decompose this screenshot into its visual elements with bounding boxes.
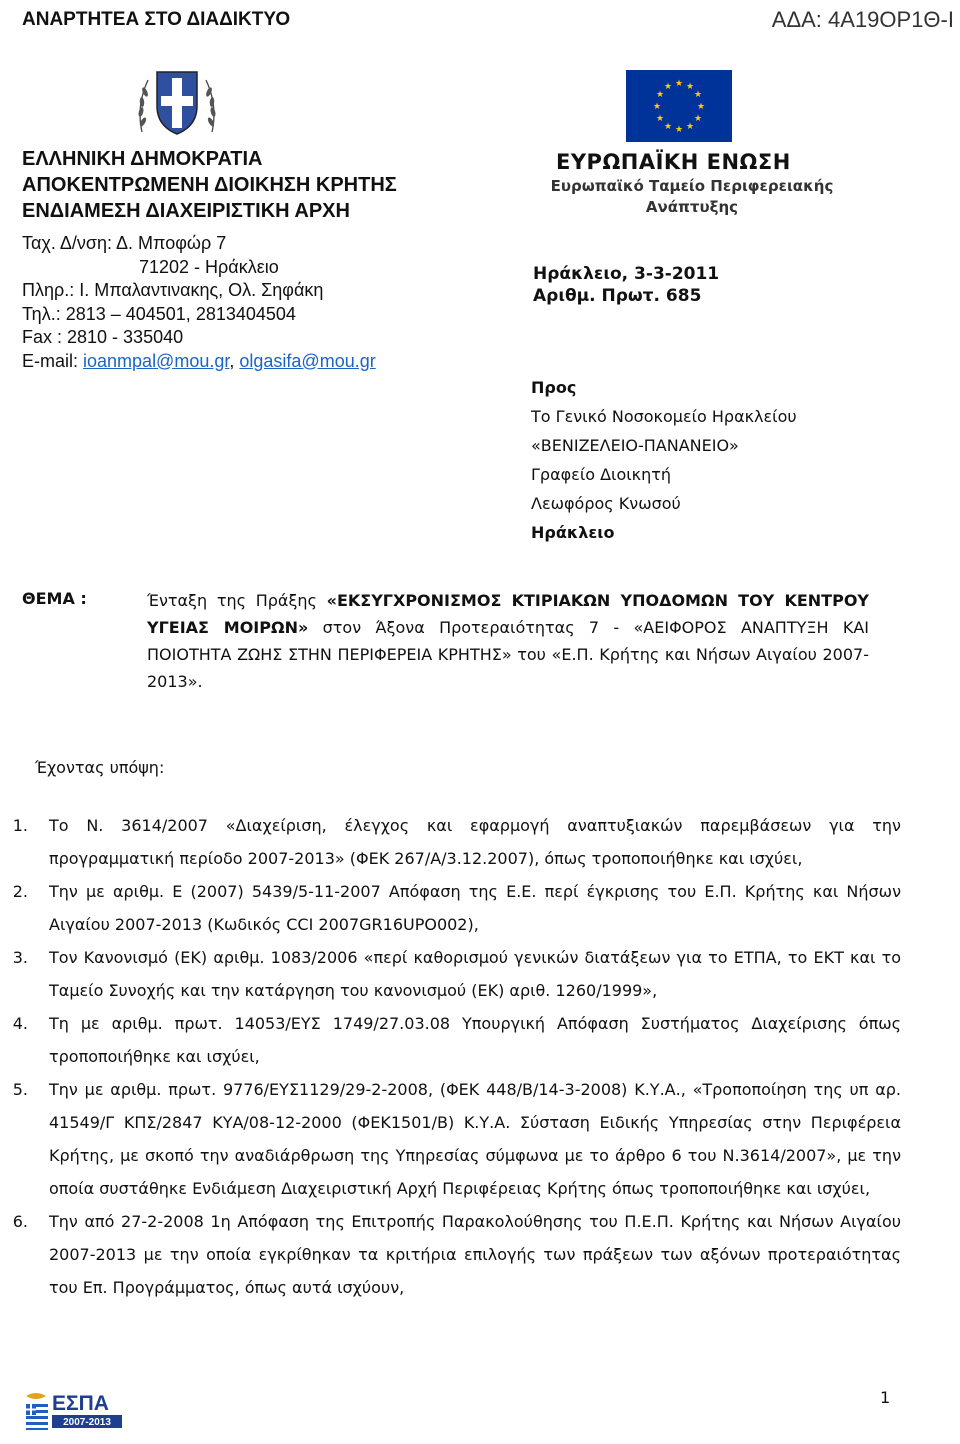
sender-authority: ΕΝΔΙΑΜΕΣΗ ΔΙΑΧΕΙΡΙΣΤΙΚΗ ΑΡΧΗ xyxy=(22,200,350,222)
sender-email xyxy=(22,350,492,374)
item-number: 3. xyxy=(12,948,28,967)
recipient-line-1: Το Γενικό Νοσοκομείο Ηρακλείου xyxy=(531,407,797,426)
svg-text:★: ★ xyxy=(685,122,695,132)
date-block xyxy=(533,263,719,307)
item-number: 2. xyxy=(12,882,28,901)
recipient-line-4: Λεωφόρος Κνωσού xyxy=(531,494,681,513)
item-number: 4. xyxy=(12,1014,28,1033)
subject-project-title: «ΕΚΣΥΓΧΡΟΝΙΣΜΟΣ ΚΤΙΡΙΑΚΩΝ ΥΠΟΔΟΜΩΝ ΤΟΥ ΚΕΝΤΡΟΥ ΥΓΕΙΑΣ ΜΟΙΡΩΝ» xyxy=(147,591,869,637)
subject-text xyxy=(147,587,869,695)
item-text: Την από 27-2-2008 1η Απόφαση της Επιτροπής Παρακολούθησης του Π.Ε.Π. Κρήτης και Νήσων Αιγαίου 2007-2013 με την οποία εγκρίθηκαν τα κριτήρια επιλογής των πράξεων των αξόνων προτεραιότητας του Επ. Προγράμματος, όπως αυτά ισχύουν, xyxy=(49,1212,901,1297)
list-item xyxy=(0,1205,960,1304)
document-date: Ηράκλειο, 3-3-2011 xyxy=(533,264,720,284)
svg-text:★: ★ xyxy=(655,114,665,124)
list-item xyxy=(0,941,960,1007)
recipient-city: Ηράκλειο xyxy=(531,523,615,542)
item-text: Τη με αριθμ. πρωτ. 14053/ΕΥΣ 1749/27.03.08 Υπουργική Απόφαση Συστήματος Διαχείρισης όπως τροποποιήθηκε και ισχύει, xyxy=(49,1014,901,1066)
greek-emblem-icon xyxy=(132,66,222,140)
subject-post: στον Άξονα Προτεραιότητας 7 - «ΑΕΙΦΟΡΟΣ ΑΝΑΠΤΥΞΗ ΚΑΙ ΠΟΙΟΤΗΤΑ ΖΩΗΣ ΣΤΗΝ ΠΕΡΙΦΕΡΕΙΑ ΚΡΗΤΗΣ» του «Ε.Π. Κρήτης και Νήσων Αιγαίου 2007-2013». xyxy=(147,618,870,691)
item-number: 1. xyxy=(12,816,28,835)
list-item xyxy=(0,875,960,941)
eu-subtitle: Ευρωπαϊκό Ταμείο Περιφερειακής Ανάπτυξης xyxy=(550,177,834,216)
espa-logo-years: 2007-2013 xyxy=(63,1417,111,1428)
legal-basis-list xyxy=(0,809,960,1304)
considering-heading: Έχοντας υπόψη: xyxy=(35,758,165,777)
item-number: 5. xyxy=(12,1080,28,1099)
item-text: Τον Κανονισμό (ΕΚ) αριθμ. 1083/2006 «περί καθορισμού γενικών διατάξεων για το ΕΤΠΑ, το ΕΚΤ και το Ταμείο Συνοχής και την κατάργηση του κανονισμού (ΕΚ) αριθ. 1260/1999», xyxy=(49,948,901,1000)
page-number: 1 xyxy=(880,1388,891,1407)
espa-logo-swoosh xyxy=(26,1393,46,1399)
sender-block xyxy=(22,146,492,373)
subject-label: ΘΕΜΑ : xyxy=(22,589,87,608)
sender-contact: Πληρ.: Ι. Μπαλαντινακης, Ολ. Σηφάκη xyxy=(22,280,324,300)
email-link-1[interactable]: ioanmpal@mou.gr xyxy=(83,350,230,371)
svg-text:★: ★ xyxy=(674,125,684,135)
svg-text:★: ★ xyxy=(693,90,703,100)
espa-logo-text: ΕΣΠΑ xyxy=(52,1392,109,1415)
item-number: 6. xyxy=(12,1212,28,1231)
list-item xyxy=(0,809,960,875)
ada-code: ΑΔΑ: 4Α19ΟΡ1Θ-Ι xyxy=(771,7,954,32)
sender-state: ΕΛΛΗΝΙΚΗ ΔΗΜΟΚΡΑΤΙΑ xyxy=(22,148,263,170)
svg-text:★: ★ xyxy=(652,102,662,112)
sender-fax: Fax : 2810 - 335040 xyxy=(22,327,184,347)
list-item xyxy=(0,1073,960,1205)
public-posting-label: ΑΝΑΡΤΗΤΕΑ ΣΤΟ ΔΙΑΔΙΚΤΥΟ xyxy=(22,9,291,30)
subject-pre: Ένταξη της Πράξης xyxy=(147,591,327,610)
svg-text:★: ★ xyxy=(655,90,665,100)
eu-flag-icon xyxy=(626,70,732,142)
sender-phone: Τηλ.: 2813 – 404501, 2813404504 xyxy=(22,303,296,324)
email-link-2[interactable]: olgasifa@mou.gr xyxy=(239,350,376,371)
recipient-line-3: Γραφείο Διοικητή xyxy=(531,465,672,484)
sender-address: Ταχ. Δ/νση: Δ. Μποφώρ 7 xyxy=(22,233,227,253)
email-label: E-mail: xyxy=(22,350,84,371)
item-text: Την με αριθμ. πρωτ. 9776/ΕΥΣ1129/29-2-2008, (ΦΕΚ 448/Β/14-3-2008) Κ.Υ.Α., «Τροποποίηση της υπ αρ. 41549/Γ ΚΠΣ/2847 ΚΥΑ/08-12-2000 (ΦΕΚ1501/Β) Κ.Υ.Α. Σύσταση Ειδικής Υπηρεσίας στην Περιφέρεια Κρήτης, με σκοπό την αναδιάρθρωση της Υπηρεσίας σύμφωνα με το άρθρο 6 του Ν.3614/2007», με την οποία συστάθηκε Ενδιάμεση Διαχειριστική Αρχή Περιφέρειας Κρήτης όπως τροποποιήθηκε και ισχύει, xyxy=(49,1080,901,1198)
eu-title: ΕΥΡΩΠΑΪΚΗ ΕΝΩΣΗ xyxy=(556,150,791,174)
list-item xyxy=(0,1007,960,1073)
sender-postal: 71202 - Ηράκλειο xyxy=(139,256,279,277)
svg-text:★: ★ xyxy=(663,122,673,132)
item-text: Το Ν. 3614/2007 «Διαχείριση, έλεγχος και εφαρμογή αναπτυξιακών παρεμβάσεων για την προγραμματική περίοδο 2007-2013» (ΦΕΚ 267/Α/3.12.2007), όπως τροποποιήθηκε και ισχύει, xyxy=(49,816,901,868)
svg-text:★: ★ xyxy=(663,82,673,92)
svg-text:★: ★ xyxy=(696,102,706,112)
recipient-line-2: «ΒΕΝΙΖΕΛΕΙΟ-ΠΑΝΑΝΕΙΟ» xyxy=(531,436,739,455)
recipient-block xyxy=(531,376,797,550)
svg-text:★: ★ xyxy=(674,79,684,89)
sender-administration: ΑΠΟΚΕΝΤΡΩΜΕΝΗ ΔΙΟΙΚΗΣΗ ΚΡΗΤΗΣ xyxy=(22,174,397,196)
svg-text:★: ★ xyxy=(693,114,703,124)
protocol-number: Αριθμ. Πρωτ. 685 xyxy=(533,286,702,306)
svg-text:★: ★ xyxy=(685,82,695,92)
item-text: Την με αριθμ. Ε (2007) 5439/5-11-2007 Απόφαση της Ε.Ε. περί έγκρισης του Ε.Π. Κρήτης και Νήσων Αιγαίου 2007-2013 (Κωδικός CCI 2007GR16UPO002), xyxy=(49,882,901,934)
espa-logo-icon xyxy=(24,1390,126,1440)
email-separator: , xyxy=(229,350,240,371)
recipient-label: Προς xyxy=(531,378,577,397)
